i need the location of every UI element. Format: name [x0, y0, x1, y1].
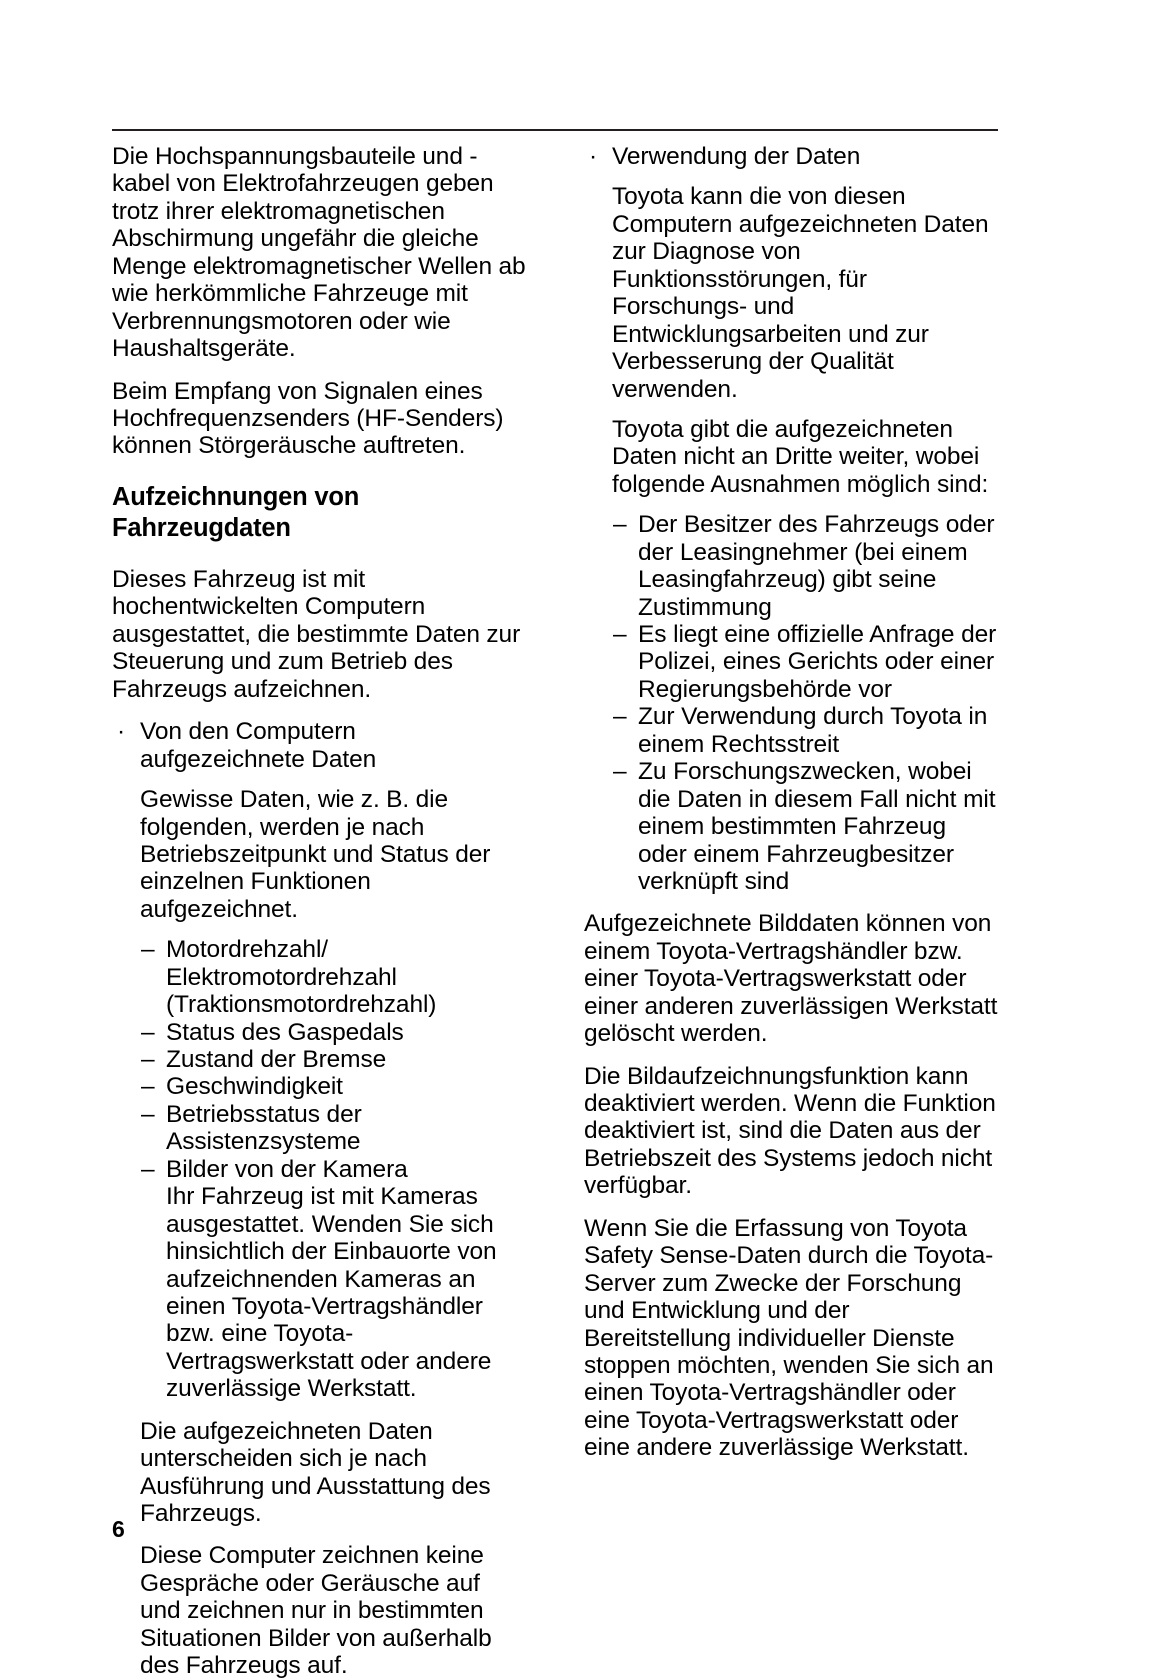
- bullet-dot-icon: ·: [117, 718, 126, 746]
- paragraph-toyota-usage: Toyota kann die von diesen Computern aufgezeichneten Daten zur Diagnose von Funktionsstörungen, für Forschungs- und Entwicklungsarbeiten und zur Verbesserung der Qualität verwenden.: [612, 183, 989, 403]
- recorded-data-bullet-list: [112, 718, 526, 1403]
- list-item: [140, 1019, 526, 1046]
- dash-item-label: Der Besitzer des Fahrzeugs oder der Leasingnehmer (bei einem Leasingfahrzeug) gibt seine Zustimmung: [638, 511, 995, 621]
- bullet-body: [612, 143, 998, 895]
- dash-item-label: Zur Verwendung durch Toyota in einem Rechtsstreit: [638, 703, 988, 758]
- bullet-intro: Gewisse Daten, wie z. B. die folgenden, werden je nach Betriebszeitpunkt und Status der einzelnen Funktionen aufgezeichnet.: [140, 786, 491, 923]
- data-usage-bullet-list: [584, 143, 998, 895]
- page-title: Aufzeichnungen von Fahrzeugdaten: [112, 482, 360, 542]
- en-dash-icon: –: [613, 758, 627, 786]
- en-dash-icon: –: [613, 703, 627, 731]
- dash-item-label: Zu Forschungszwecken, wobei die Daten in diesem Fall nicht mit einem bestimmten Fahrzeug oder einem Fahrzeugbesitzer verknüpft sind: [638, 758, 996, 895]
- list-item: [612, 703, 998, 758]
- right-column: [584, 143, 998, 1680]
- dash-item-label: Motordrehzahl/ Elektromotordrehzahl (Traktionsmotordrehzahl): [166, 936, 437, 1019]
- dash-item-detail: Ihr Fahrzeug ist mit Kameras ausgestattet. Wenden Sie sich hinsichtlich der Einbauorte von aufzeichnenden Kameras an einen Toyota-Vertragshändler bzw. eine Toyota-Vertragswerkstatt oder andere zuverlässige Werkstatt.: [166, 1183, 497, 1403]
- en-dash-icon: –: [613, 511, 627, 539]
- list-item: [612, 758, 998, 895]
- bullet-body: [140, 718, 526, 1403]
- list-item: [584, 143, 998, 895]
- en-dash-icon: –: [141, 1073, 155, 1101]
- paragraph-recording-deactivation: Die Bildaufzeichnungsfunktion kann deaktiviert werden. Wenn die Funktion deaktiviert ist, sind die Daten aus der Betriebszeit des Systems jedoch nicht verfügbar.: [584, 1062, 996, 1200]
- dash-item-label: Geschwindigkeit: [166, 1073, 343, 1101]
- left-column: [112, 143, 526, 1680]
- paragraph-third-party-exceptions: Toyota gibt die aufgezeichneten Daten nicht an Dritte weiter, wobei folgende Ausnahmen möglich sind:: [612, 415, 989, 498]
- page-number: 6: [112, 1516, 125, 1542]
- recorded-data-dash-list: [140, 936, 526, 1402]
- dash-item-label: Es liegt eine offizielle Anfrage der Polizei, eines Gerichts oder einer Regierungsbehörde vor: [638, 621, 997, 703]
- en-dash-icon: –: [141, 1018, 155, 1046]
- header-rule: [112, 129, 998, 131]
- en-dash-icon: –: [141, 1100, 155, 1128]
- list-item: [140, 1073, 526, 1100]
- paragraph-advanced-computers: Dieses Fahrzeug ist mit hochentwickelten Computern ausgestattet, die bestimmte Daten zur Steuerung und zum Betrieb des Fahrzeugs aufzeichnen.: [112, 566, 521, 703]
- two-column-body: [112, 143, 998, 1680]
- bullet-title: Verwendung der Daten: [612, 143, 861, 170]
- paragraph-image-data-deletion: Aufgezeichnete Bilddaten können von einem Toyota-Vertragshändler bzw. einer Toyota-Vertragswerkstatt oder einer anderen zuverlässigen Werkstatt gelöscht werden.: [584, 910, 998, 1048]
- en-dash-icon: –: [141, 1155, 155, 1183]
- exceptions-dash-list: [612, 511, 998, 895]
- en-dash-icon: –: [141, 936, 155, 964]
- paragraph-safety-sense-optout: Wenn Sie die Erfassung von Toyota Safety Sense-Daten durch die Toyota-Server zum Zwecke der Forschung und Entwicklung und der Bereitstellung individueller Dienste stoppen möchten, wenden Sie sich an einen Toyota-Vertragshändler oder eine Toyota-Vertragswerkstatt oder eine andere zuverlässige Werkstatt.: [584, 1214, 994, 1462]
- en-dash-icon: –: [613, 621, 627, 648]
- bullet-title: Von den Computern aufgezeichnete Daten: [140, 718, 377, 773]
- list-item: [112, 718, 526, 1403]
- paragraph-high-voltage-components: Die Hochspannungsbauteile und -kabel von Elektrofahrzeugen geben trotz ihrer elektromagnetischen Abschirmung ungefähr die gleiche Menge elektromagnetischer Wellen ab wie herkömmliche Fahrzeuge mit Verbrennungsmotoren oder wie Haushaltsgeräte.: [112, 143, 526, 363]
- dash-item-label: Betriebsstatus der Assistenzsysteme: [166, 1100, 362, 1156]
- list-item: [140, 1101, 526, 1156]
- paragraph-no-audio-recording: Diese Computer zeichnen keine Gespräche oder Geräusche auf und zeichnen nur in bestimmten Situationen Bilder von außerhalb des Fahrzeugs auf.: [140, 1542, 492, 1680]
- dash-item-label: Status des Gaspedals: [166, 1018, 404, 1046]
- paragraph-data-varies: Die aufgezeichneten Daten unterscheiden sich je nach Ausführung und Ausstattung des Fahrzeugs.: [140, 1417, 491, 1528]
- en-dash-icon: –: [141, 1046, 155, 1074]
- list-item: [140, 1156, 526, 1403]
- list-item: [612, 511, 998, 621]
- list-item: [140, 936, 526, 1018]
- paragraph-radio-interference: Beim Empfang von Signalen eines Hochfrequenzsenders (HF-Senders) können Störgeräusche auftreten.: [112, 377, 504, 460]
- list-item: [140, 1046, 526, 1073]
- dash-item-label: Zustand der Bremse: [166, 1046, 387, 1074]
- dash-item-label: Bilder von der Kamera: [166, 1155, 408, 1183]
- list-item: [612, 621, 998, 703]
- bullet-dot-icon: ·: [589, 143, 598, 170]
